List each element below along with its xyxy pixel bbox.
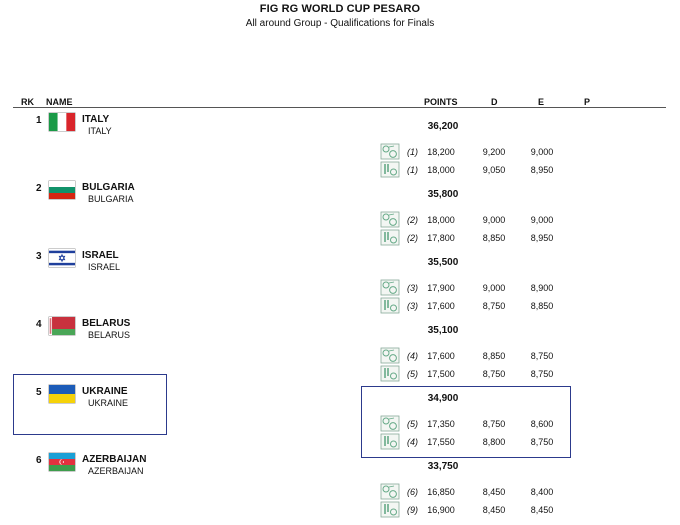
- team-subname: BELARUS: [88, 330, 131, 340]
- rotation-order: (4): [407, 437, 418, 447]
- clubs-icon: [380, 161, 402, 179]
- apparatus-e-score: 9,000: [530, 147, 554, 157]
- team-rank: 6: [36, 455, 42, 466]
- rotation-order: (4): [407, 351, 418, 361]
- apparatus-row: [380, 483, 580, 501]
- team-name: AZERBAIJAN: [82, 454, 147, 465]
- apparatus-e-score: 8,750: [530, 437, 554, 447]
- team-total-points: 35,800: [427, 189, 459, 200]
- balls-hoops-icon: [380, 347, 402, 365]
- apparatus-d-score: 9,050: [482, 165, 506, 175]
- rotation-order: (2): [407, 215, 418, 225]
- apparatus-row: [380, 279, 580, 297]
- team-block: [0, 113, 680, 181]
- apparatus-d-score: 8,750: [482, 419, 506, 429]
- column-header-p: P: [584, 97, 591, 107]
- apparatus-d-score: 9,000: [482, 215, 506, 225]
- team-subname: BULGARIA: [88, 194, 134, 204]
- team-block: [0, 453, 680, 521]
- apparatus-e-score: 8,750: [530, 369, 554, 379]
- balls-hoops-icon: [380, 483, 402, 501]
- apparatus-e-score: 8,950: [530, 165, 554, 175]
- clubs-icon: [380, 229, 402, 247]
- apparatus-points: 17,800: [427, 233, 455, 243]
- israel-flag: [49, 249, 75, 267]
- team-name: ITALY: [82, 114, 110, 125]
- clubs-icon: [380, 297, 402, 315]
- apparatus-e-score: 8,900: [530, 283, 554, 293]
- apparatus-points: 18,200: [427, 147, 455, 157]
- team-subname: ITALY: [88, 126, 112, 136]
- apparatus-d-score: 9,200: [482, 147, 506, 157]
- rotation-order: (3): [407, 283, 418, 293]
- apparatus-points: 17,500: [427, 369, 455, 379]
- balls-hoops-icon: [380, 143, 402, 161]
- balls-hoops-icon: [380, 211, 402, 229]
- header-divider: [13, 107, 666, 108]
- apparatus-row: [380, 297, 580, 315]
- team-rank: 3: [36, 251, 42, 262]
- team-subname: UKRAINE: [88, 398, 129, 408]
- team-rank: 1: [36, 115, 42, 126]
- apparatus-row: [380, 143, 580, 161]
- apparatus-e-score: 8,600: [530, 419, 554, 429]
- highlight-box-team: [13, 374, 167, 435]
- column-header-points: POINTS: [424, 97, 458, 107]
- apparatus-d-score: 8,450: [482, 505, 506, 515]
- apparatus-row: [380, 229, 580, 247]
- rotation-order: (1): [407, 147, 418, 157]
- rotation-order: (1): [407, 165, 418, 175]
- column-header-rk: RK: [21, 97, 34, 107]
- balls-hoops-icon: [380, 279, 402, 297]
- team-total-points: 35,100: [427, 325, 459, 336]
- team-rank: 5: [36, 387, 42, 398]
- clubs-icon: [380, 501, 402, 519]
- team-total-points: 35,500: [427, 257, 459, 268]
- column-header-e: E: [538, 97, 545, 107]
- clubs-icon: [380, 365, 402, 383]
- team-total-points: 36,200: [427, 121, 459, 132]
- apparatus-points: 16,900: [427, 505, 455, 515]
- bulgaria-flag: [49, 181, 75, 199]
- rotation-order: (2): [407, 233, 418, 243]
- apparatus-e-score: 8,450: [530, 505, 554, 515]
- apparatus-points: 17,600: [427, 301, 455, 311]
- rotation-order: (5): [407, 369, 418, 379]
- team-rank: 4: [36, 319, 42, 330]
- apparatus-e-score: 8,950: [530, 233, 554, 243]
- team-block: [0, 181, 680, 249]
- apparatus-d-score: 8,850: [482, 233, 506, 243]
- apparatus-d-score: 8,450: [482, 487, 506, 497]
- team-name: BULGARIA: [82, 182, 135, 193]
- apparatus-row: [380, 365, 580, 383]
- column-header-name: NAME: [46, 97, 73, 107]
- team-subname: AZERBAIJAN: [88, 466, 144, 476]
- apparatus-d-score: 8,800: [482, 437, 506, 447]
- team-total-points: 33,750: [427, 461, 459, 472]
- column-header-d: D: [491, 97, 498, 107]
- apparatus-e-score: 8,400: [530, 487, 554, 497]
- apparatus-row: [380, 347, 580, 365]
- apparatus-row: [380, 161, 580, 179]
- apparatus-row: [380, 501, 580, 519]
- rotation-order: (9): [407, 505, 418, 515]
- apparatus-row: [380, 211, 580, 229]
- italy-flag: [49, 113, 75, 131]
- team-name: BELARUS: [82, 318, 131, 329]
- rotation-order: (5): [407, 419, 418, 429]
- apparatus-e-score: 8,750: [530, 351, 554, 361]
- team-block: [0, 249, 680, 317]
- apparatus-points: 18,000: [427, 165, 455, 175]
- apparatus-points: 17,900: [427, 283, 455, 293]
- apparatus-e-score: 9,000: [530, 215, 554, 225]
- apparatus-d-score: 8,750: [482, 301, 506, 311]
- apparatus-points: 17,600: [427, 351, 455, 361]
- team-rank: 2: [36, 183, 42, 194]
- team-name: ISRAEL: [82, 250, 119, 261]
- highlight-box-scores: [361, 386, 571, 458]
- team-total-points: 34,900: [427, 393, 459, 404]
- belarus-flag: [49, 317, 75, 335]
- apparatus-points: 17,350: [427, 419, 455, 429]
- apparatus-d-score: 9,000: [482, 283, 506, 293]
- team-name: UKRAINE: [82, 386, 128, 397]
- apparatus-d-score: 8,850: [482, 351, 506, 361]
- apparatus-e-score: 8,850: [530, 301, 554, 311]
- apparatus-d-score: 8,750: [482, 369, 506, 379]
- apparatus-points: 18,000: [427, 215, 455, 225]
- page-subtitle: All around Group - Qualifications for Finals: [245, 18, 435, 29]
- rotation-order: (3): [407, 301, 418, 311]
- azerbaijan-flag: [49, 453, 75, 471]
- page-title: FIG RG WORLD CUP PESARO: [259, 3, 421, 15]
- rotation-order: (6): [407, 487, 418, 497]
- apparatus-points: 16,850: [427, 487, 455, 497]
- apparatus-points: 17,550: [427, 437, 455, 447]
- team-subname: ISRAEL: [88, 262, 121, 272]
